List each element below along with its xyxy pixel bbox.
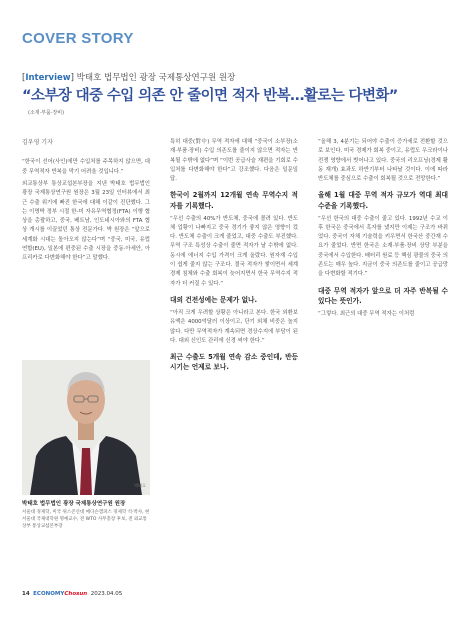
paragraph: “한국이 선어(사인)에만 수입처를 주목하지 않으면, 대중 무역적자 반복을 막기 어려울 것입니다.” (22, 159, 150, 175)
article-column-2 (170, 138, 298, 376)
interviewee-photo (22, 360, 150, 495)
caption-bio: 서울대 경제학, 미국 위스콘신대 매디슨캠퍼스 경제학 석·박사, 현 서울대 국제대학원 명예교수, 전 WTO 사무총장 후보, 전 외교통상부 통상교섭본부장 (22, 509, 150, 530)
issue-date: 2023.04.05 (90, 591, 123, 597)
question-heading: 한국이 2월까지 12개월 연속 무역수지 적자를 기록했다. (170, 191, 298, 210)
page-number: 14 (22, 591, 30, 597)
brand-accent: Chosun (64, 591, 88, 597)
photo-caption (22, 500, 150, 530)
question-heading: 올해 1월 대중 무역 적자 규모가 역대 최대 수준을 기록했다. (318, 191, 448, 210)
paragraph: “아직 크게 우려할 상황은 아니라고 본다. 한국 외환보유액은 4000억달러 이상이고, 단기 외채 비중은 높지 않다. 다만 무역적자가 계속되면 경상수지에 부담이 된다. 대외 신인도 관리에 신경 써야 한다.” (170, 310, 298, 344)
author-byline: 김우영 기자 (22, 139, 53, 146)
photo-credit: 박태호 (134, 483, 146, 488)
paragraph: “올해 3, 4분기는 되어야 수출이 증가세로 전환할 것으로 보인다. 미국 경제가 회복 중이고, 유럽도 우크라이나 전쟁 영향에서 벗어나고 있다. 중국의 리오프닝(경제 활동 재개) 효과도 하반기부터 나타날 것이다. 이에 따라 반도체를 중심으로 수출이 회복될 것으로 전망한다.” (318, 139, 448, 183)
subhead: (소재·부품·장비) (28, 110, 65, 116)
portrait-illustration (22, 360, 150, 495)
section-title: COVER STORY (22, 30, 134, 47)
article-column-1 (22, 138, 150, 267)
paragraph: 특히 대중(對中) 무역 적자에 대해 “중국이 소부장(소재·부품·장비) 수입 의존도를 줄이지 않으면 적자는 반복될 수밖에 없다”며 “이번 공급사슬 재편을 기회로 수입처를 다변화해야 한다”고 강조했다. 다음은 일문일답. (170, 139, 298, 183)
paragraph: “그렇다. 최근의 대중 무역 적자는 이처럼 (318, 310, 415, 317)
paragraph: “우선 한국의 대중 수출이 줄고 있다. 1992년 수교 이후 한국은 중국에서 흑자를 냈지만 이제는 구조가 바뀌었다. 중국이 자체 기술력을 키우면서 한국산 중간재 수요가 줄었다. 반면 한국은 소재·부품·장비 상당 부분을 중국에서 수입한다. 배터리 원료 등 핵심 광물의 중국 의존도는 매우 높다. 지금이 중국 의존도를 줄이고 공급망을 다변화할 적기다.” (318, 215, 448, 278)
paragraph: 외교통상부 통상교섭본부장을 지낸 박태호 법무법인 광장 국제통상연구원 원장은 3월 23일 인터뷰에서 최근 수출 위기에 빠진 한국에 대해 이같이 진단했다. 그는 이명박 정부 시절 한-미 자유무역협정(FTA) 이행 협상을 총괄하고, 중국, 베트남, 인도네시아와의 FTA 협상 개시를 이끌었던 통상 전문가다. 박 원장은 “앞으로 세계화 시대는 돌아오지 않는다”며 “중국, 미국, 유럽연합(EU), 일본에 편중된 수출 시장을 중동·아세안, 아프리카로 다변화해야 한다”고 말했다. (22, 180, 150, 262)
caption-name: 박태호 법무법인 광장 국제통상연구원 원장 (22, 501, 126, 507)
brand-main: ECONOMY (33, 591, 65, 597)
interview-kicker: [Interview] 박태호 법무법인 광장 국제통상연구원 원장 (22, 73, 236, 83)
headline: “소부장 대중 수입 의존 안 줄이면 적자 반복…활로는 다변화” (22, 88, 398, 104)
question-heading: 대외 건전성에는 문제가 없나. (170, 295, 258, 304)
magazine-brand (33, 591, 87, 597)
page-footer (22, 591, 122, 597)
question-heading: 대중 무역 적자가 앞으로 더 자주 반복될 수 있다는 뜻인가. (318, 286, 448, 305)
paragraph: “우선 수출의 40%가 반도체, 중국에 몰려 있다. 반도체 업황이 나빠지고 중국 경기가 좋지 않은 영향이 컸다. 반도체 수출이 크게 줄었고, 대중 수출도 부진했다. 무역 구조 특성상 수출이 줄면 적자가 날 수밖에 없다. 동시에 에너지 수입 가격이 크게 올랐다. 원자재 수입이 쉽게 줄지 않는 구조다. 결국 적자가 쌓이면서 세계 경제 침체와 수출 회복이 늦어지면서 한국 무역수지 적자가 더 커질 수 있다.” (170, 215, 298, 287)
article-column-3 (318, 138, 448, 322)
kicker-label: Interview (25, 73, 71, 83)
question-heading: 최근 수출도 5개월 연속 감소 중인데, 반등 시기는 언제로 보나. (170, 353, 298, 372)
kicker-text: 박태호 법무법인 광장 국제통상연구원 원장 (76, 73, 236, 83)
